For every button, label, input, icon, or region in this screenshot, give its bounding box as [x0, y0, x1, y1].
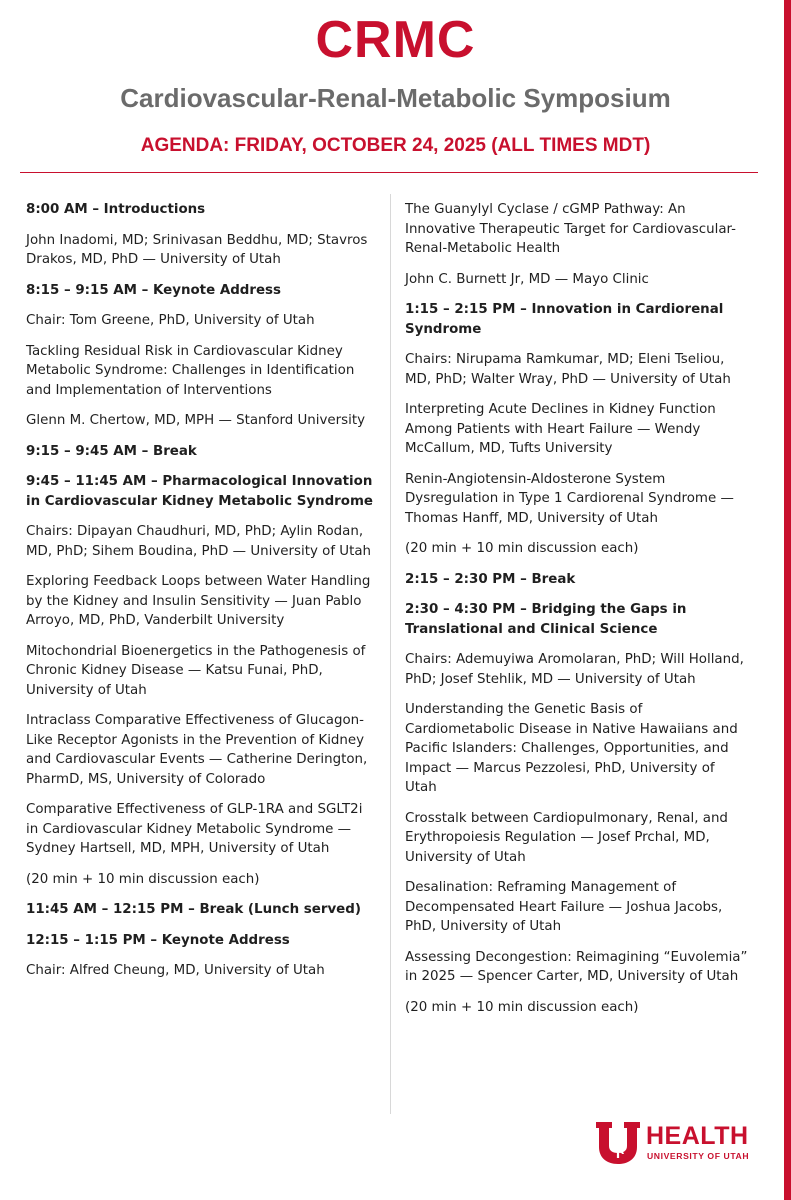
agenda-entry: Mitochondrial Bioenergetics in the Pathogenesis of Chronic Kidney Disease — Katsu Funai, PhD, University of Utah	[26, 643, 366, 698]
agenda-session-heading: 2:15 – 2:30 PM – Break	[405, 571, 576, 587]
agenda-entry: Interpreting Acute Declines in Kidney Function Among Patients with Heart Failure — Wendy McCallum, MD, Tufts University	[405, 402, 716, 456]
agenda-entry: John C. Burnett Jr, MD — Mayo Clinic	[405, 271, 649, 287]
agenda-entry: Tackling Residual Risk in Cardiovascular Kidney Metabolic Syndrome: Challenges in Identification and Implementation of Interventions	[26, 343, 355, 398]
agenda-session-heading: 8:00 AM – Introductions	[26, 202, 206, 217]
agenda-session-heading: 12:15 – 1:15 PM – Keynote Address	[26, 932, 290, 948]
agenda-entry: Crosstalk between Cardiopulmonary, Renal, and Erythropoiesis Regulation — Josef Prchal, MD, University of Utah	[405, 810, 728, 865]
agenda-session-heading: 9:15 – 9:45 AM – Break	[26, 443, 197, 459]
agenda-entry: Exploring Feedback Loops between Water Handling by the Kidney and Insulin Sensitivity — Juan Pablo Arroyo, MD, PhD, Vanderbilt University	[26, 574, 371, 628]
agenda-entry: (20 min + 10 min discussion each)	[405, 999, 639, 1015]
agenda-right-column	[405, 200, 750, 1028]
agenda-entry: (20 min + 10 min discussion each)	[26, 871, 260, 887]
agenda-entry: Chairs: Nirupama Ramkumar, MD; Eleni Tseliou, MD, PhD; Walter Wray, PhD — University of Utah	[405, 352, 731, 387]
agenda-session-heading: 8:15 – 9:15 AM – Keynote Address	[26, 282, 281, 298]
agenda-entry: John Inadomi, MD; Srinivasan Beddhu, MD; Stavros Drakos, MD, PhD — University of Utah	[26, 232, 368, 267]
agenda-entry: Chair: Alfred Cheung, MD, University of Utah	[26, 963, 325, 978]
agenda-entry: Comparative Effectiveness of GLP-1RA and SGLT2i in Cardiovascular Kidney Metabolic Syndrome — Sydney Hartsell, MD, MPH, University of Utah	[26, 802, 363, 856]
logo-wordmark-health: HEALTH	[646, 1122, 749, 1150]
agenda-entry: Chair: Tom Greene, PhD, University of Utah	[26, 313, 315, 328]
agenda-entry: The Guanylyl Cyclase / cGMP Pathway: An Innovative Therapeutic Target for Cardiovascular-Renal-Metabolic Health	[405, 202, 737, 256]
agenda-entry: Glenn M. Chertow, MD, MPH — Stanford University	[26, 413, 366, 428]
university-of-utah-health-logo	[594, 1118, 754, 1166]
logo-subtext: UNIVERSITY OF UTAH	[647, 1151, 750, 1161]
edge-accent-bar	[784, 0, 791, 1200]
brand-title: CRMC	[315, 11, 476, 69]
university-of-utah-u-icon	[594, 1118, 642, 1166]
agenda-session-heading: 9:45 – 11:45 AM – Pharmacological Innovation in Cardiovascular Kidney Metabolic Syndrome	[26, 474, 374, 509]
symposium-subtitle: Cardiovascular-Renal-Metabolic Symposium	[120, 83, 671, 113]
agenda-entry: Intraclass Comparative Effectiveness of Glucagon-Like Receptor Agonists in the Prevention of Kidney and Cardiovascular Events — Catherine Derington, PharmD, MS, University of Colorado	[26, 713, 368, 787]
agenda-session-heading: 11:45 AM – 12:15 PM – Break (Lunch served)	[26, 902, 361, 917]
agenda-entry: Chairs: Ademuyiwa Aromolaran, PhD; Will Holland, PhD; Josef Stehlik, MD — University of Utah	[405, 652, 744, 687]
column-divider	[390, 194, 391, 1114]
agenda-entry: Chairs: Dipayan Chaudhuri, MD, PhD; Aylin Rodan, MD, PhD; Sihem Boudina, PhD — University of Utah	[26, 524, 372, 559]
header-divider	[20, 172, 758, 173]
agenda-entry: Desalination: Reframing Management of Decompensated Heart Failure — Joshua Jacobs, PhD, University of Utah	[405, 880, 723, 934]
agenda-entry: Renin-Angiotensin-Aldosterone System Dysregulation in Type 1 Cardiorenal Syndrome — Thomas Hanff, MD, University of Utah	[405, 471, 734, 526]
agenda-entry: Assessing Decongestion: Reimagining “Euvolemia” in 2025 — Spencer Carter, MD, University of Utah	[405, 949, 748, 984]
agenda-session-heading: 1:15 – 2:15 PM – Innovation in Cardiorenal Syndrome	[405, 302, 724, 337]
agenda-left-column	[26, 200, 378, 992]
agenda-entry: (20 min + 10 min discussion each)	[405, 541, 639, 556]
agenda-session-heading: 2:30 – 4:30 PM – Bridging the Gaps in Translational and Clinical Science	[405, 602, 687, 637]
agenda-date-heading: AGENDA: FRIDAY, OCTOBER 24, 2025 (ALL TIMES MDT)	[140, 135, 651, 156]
agenda-entry: Understanding the Genetic Basis of Cardiometabolic Disease in Native Hawaiians and Pacific Islanders: Challenges, Opportunities, and Impact — Marcus Pezzolesi, PhD, University of Utah	[405, 702, 738, 795]
